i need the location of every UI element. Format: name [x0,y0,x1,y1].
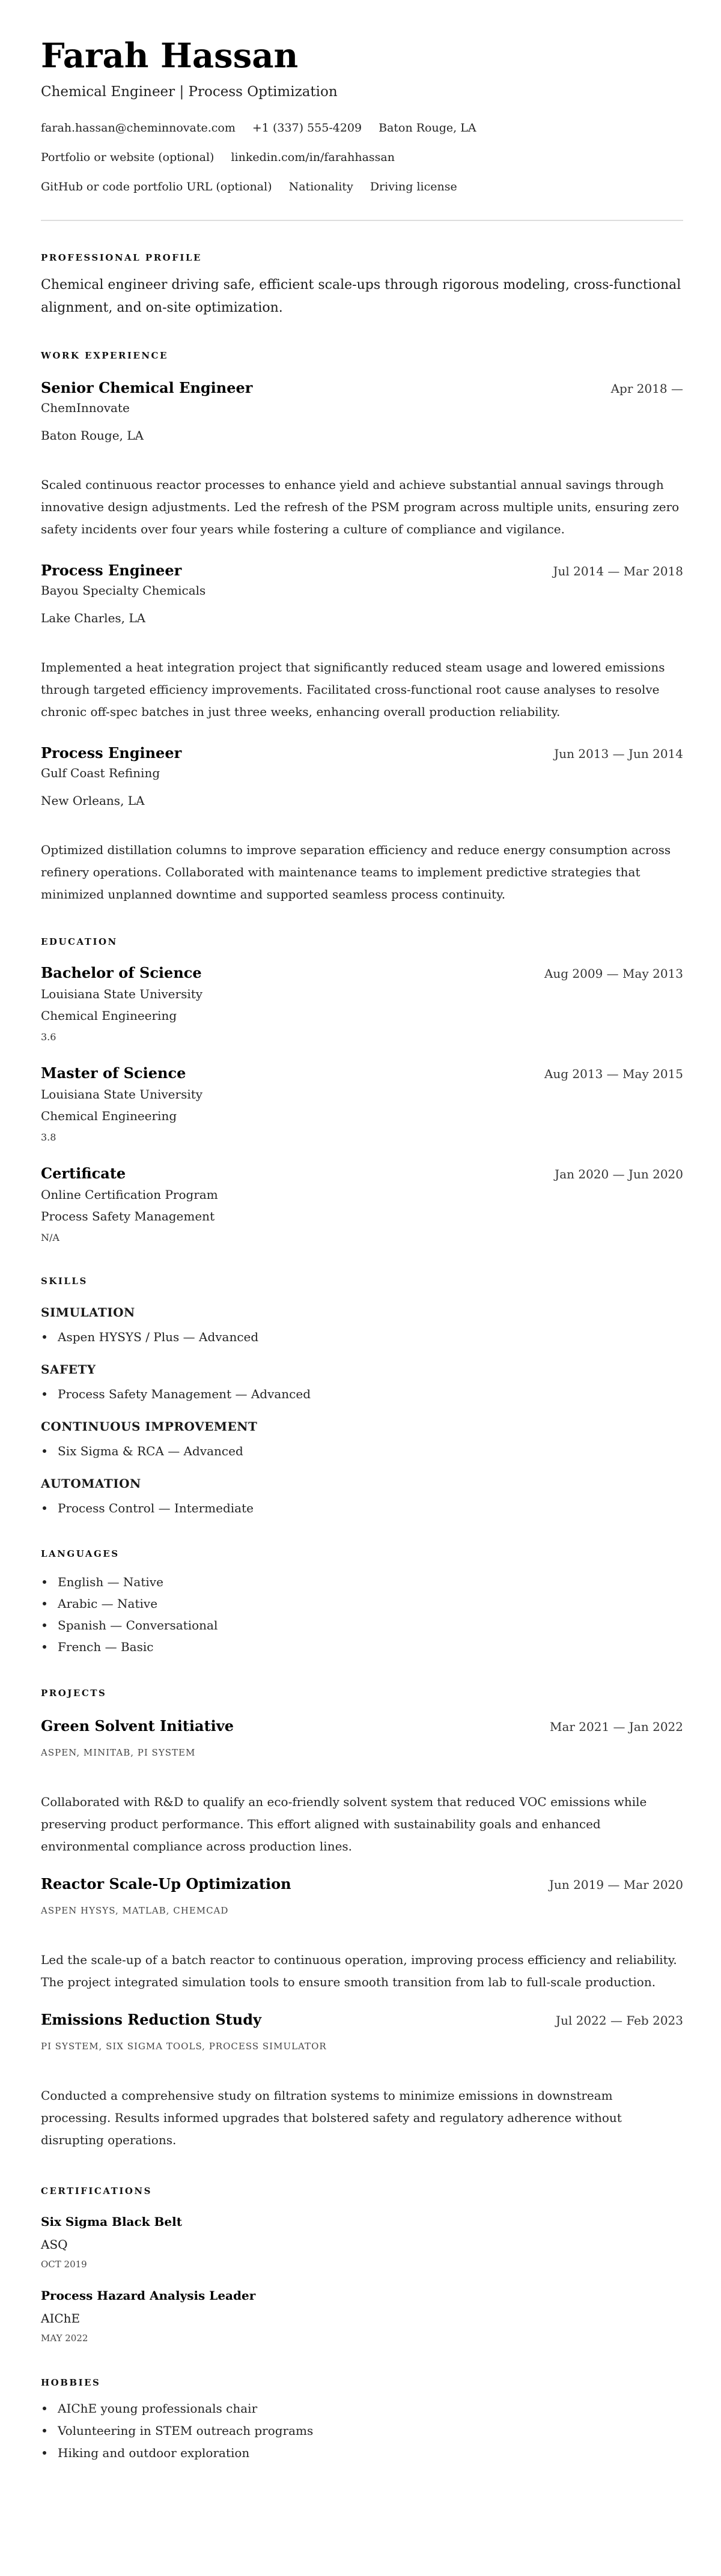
job-title: Process Engineer [41,744,182,762]
education-entry [41,963,683,1048]
contact-line [41,114,683,143]
certification-date: OCT 2019 [41,2259,87,2270]
email-link[interactable]: farah.hassan@cheminnovate.com [41,121,236,135]
field-of-study: Chemical Engineering [41,1008,177,1023]
field-of-study: Chemical Engineering [41,1109,177,1123]
section-heading: PROFESSIONAL PROFILE [41,252,202,263]
school: Online Certification Program [41,1187,218,1202]
section-heading: CERTIFICATIONS [41,2186,152,2196]
hobbies-section [41,2377,683,2464]
resume-header [41,36,683,202]
language-item: French — Basic [41,1636,683,1658]
education-entry [41,1164,683,1249]
skills-section [41,1275,683,1519]
gpa: N/A [41,1232,59,1243]
skill-group [41,1474,683,1519]
skill-group-title: SIMULATION [41,1305,135,1320]
job-entry [41,561,683,723]
education-section [41,936,683,1249]
skill-group [41,1360,683,1405]
job-location: Baton Rouge, LA [41,428,144,443]
project-title: Green Solvent Initiative [41,1717,234,1735]
education-entry [41,1064,683,1148]
project-title: Reactor Scale-Up Optimization [41,1875,291,1893]
candidate-headline: Chemical Engineer | Process Optimization [41,84,338,100]
certification-name: Process Hazard Analysis Leader [41,2288,256,2303]
nationality: Nationality [288,180,353,193]
gpa: 3.6 [41,1031,56,1043]
portfolio-link[interactable]: Portfolio or website (optional) [41,151,214,164]
phone-number[interactable]: +1 (337) 555-4209 [252,121,362,135]
job-dates: Jul 2014 — Mar 2018 [553,564,683,578]
job-description: Optimized distillation columns to improve separation efficiency and reduce energy consumption across refinery operations. Collaborated with maintenance teams to implement predictive strategies that minimized unplanned downtime and supported seamless process continuity. [41,843,671,902]
skill-item: Process Control — Intermediate [41,1497,683,1519]
job-title: Senior Chemical Engineer [41,379,253,396]
section-heading: WORK EXPERIENCE [41,350,168,361]
job-dates: Jun 2013 — Jun 2014 [554,747,683,761]
contact-info [41,114,683,202]
language-item: Arabic — Native [41,1593,683,1614]
certification-name: Six Sigma Black Belt [41,2214,182,2229]
section-heading: HOBBIES [41,2377,101,2388]
job-dates: Apr 2018 — [610,381,683,396]
skill-group-title: CONTINUOUS IMPROVEMENT [41,1419,258,1434]
project-dates: Mar 2021 — Jan 2022 [549,1720,683,1734]
job-company: Bayou Specialty Chemicals [41,583,206,598]
project-dates: Jul 2022 — Feb 2023 [556,2013,683,2028]
profile-summary: Chemical engineer driving safe, efficient scale-ups through rigorous modeling, cross-functional alignment, and on-site optimization. [41,277,681,315]
project-entry [41,1717,683,1858]
github-link[interactable]: GitHub or code portfolio URL (optional) [41,180,272,193]
resume-page [0,36,721,2464]
projects-section [41,1687,683,2151]
certification-date: MAY 2022 [41,2333,88,2344]
certification-issuer: ASQ [41,2237,68,2252]
contact-line [41,172,683,202]
project-description: Conducted a comprehensive study on filtration systems to minimize emissions in downstream processing. Results informed upgrades that bolstered safety and regulatory adherence without disrupting operations. [41,2088,622,2147]
project-entry [41,1874,683,1993]
field-of-study: Process Safety Management [41,1209,215,1223]
skill-item: Six Sigma & RCA — Advanced [41,1440,683,1462]
project-tech: ASPEN, MINITAB, PI SYSTEM [41,1747,196,1758]
job-location: New Orleans, LA [41,793,145,808]
certification-entry [41,2213,683,2273]
school: Louisiana State University [41,1087,203,1102]
skill-group-title: AUTOMATION [41,1476,141,1491]
hobby-item: Volunteering in STEM outreach programs [41,2420,683,2442]
section-heading: EDUCATION [41,936,118,947]
job-title: Process Engineer [41,562,182,579]
language-item: English — Native [41,1571,683,1593]
skill-group-title: SAFETY [41,1362,96,1377]
language-item: Spanish — Conversational [41,1614,683,1636]
job-description: Scaled continuous reactor processes to enhance yield and achieve substantial annual savings through innovative design adjustments. Led the refresh of the PSM program across multiple units, ensuring zero safety incidents over four years while fostering a culture of compliance and vigilance. [41,477,680,536]
section-heading: PROJECTS [41,1688,107,1699]
job-company: Gulf Coast Refining [41,766,160,780]
project-description: Led the scale-up of a batch reactor to continuous operation, improving process efficiency and reliability. The project integrated simulation tools to ensure smooth transition from lab to full-scale production. [41,1953,677,1989]
hobby-item: AIChE young professionals chair [41,2398,683,2420]
section-heading: SKILLS [41,1276,88,1286]
project-dates: Jun 2019 — Mar 2020 [549,1877,683,1892]
education-dates: Jan 2020 — Jun 2020 [555,1167,683,1181]
work-experience-section [41,350,683,906]
skill-item: Aspen HYSYS / Plus — Advanced [41,1326,683,1348]
header-divider [41,220,683,221]
certification-issuer: AIChE [41,2311,81,2326]
job-company: ChemInnovate [41,401,130,415]
project-description: Collaborated with R&D to qualify an eco-friendly solvent system that reduced VOC emissions while preserving product performance. This effort aligned with sustainability goals and enhanced environmental compliance across production lines. [41,1795,647,1853]
project-title: Emissions Reduction Study [41,2011,261,2028]
hobby-item: Hiking and outdoor exploration [41,2442,683,2464]
school: Louisiana State University [41,987,203,1001]
skill-group [41,1417,683,1462]
profile-section [41,252,683,320]
section-heading: LANGUAGES [41,1548,120,1559]
skill-group [41,1303,683,1348]
degree: Certificate [41,1165,126,1182]
education-dates: Aug 2009 — May 2013 [544,966,683,981]
job-description: Implemented a heat integration project that significantly reduced steam usage and lowered emissions through targeted efficiency improvements. Facilitated cross-functional root cause analyses to resolve chronic off-spec batches in just three weeks, enhancing overall production reliability. [41,660,665,719]
gpa: 3.8 [41,1132,56,1143]
location: Baton Rouge, LA [379,121,476,135]
degree: Bachelor of Science [41,964,202,981]
languages-section [41,1548,683,1658]
skill-item: Process Safety Management — Advanced [41,1383,683,1405]
job-entry [41,378,683,541]
candidate-name: Farah Hassan [41,36,299,76]
education-dates: Aug 2013 — May 2015 [544,1067,683,1081]
project-entry [41,2010,683,2151]
job-entry [41,744,683,906]
driving-license: Driving license [370,180,457,193]
linkedin-link[interactable]: linkedin.com/in/farahhassan [231,151,395,164]
contact-line [41,143,683,172]
certification-entry [41,2287,683,2347]
job-location: Lake Charles, LA [41,611,146,625]
degree: Master of Science [41,1064,186,1082]
certifications-section [41,2185,683,2347]
project-tech: PI SYSTEM, SIX SIGMA TOOLS, PROCESS SIMULATOR [41,2041,327,2052]
project-tech: ASPEN HYSYS, MATLAB, CHEMCAD [41,1905,229,1916]
